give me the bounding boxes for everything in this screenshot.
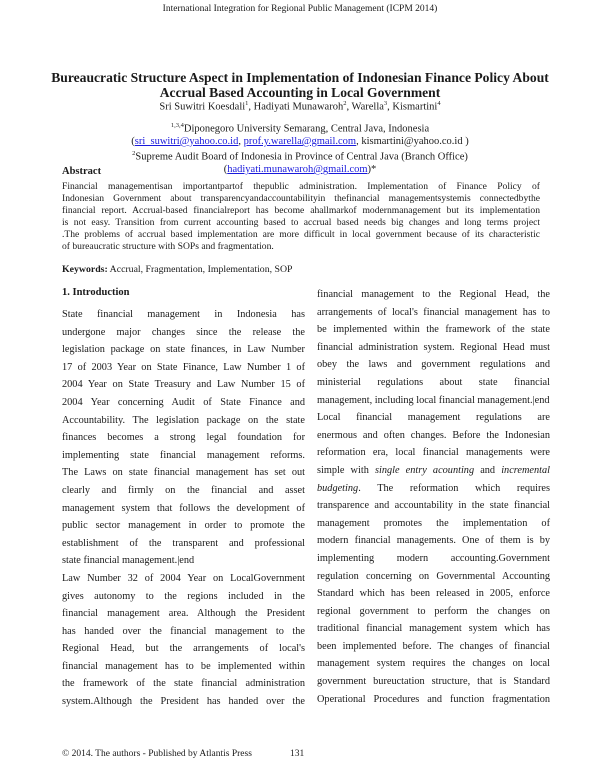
- text-line: Local financial management regulations are: [317, 412, 550, 424]
- author: Hadiyati Munawaroh: [253, 101, 344, 113]
- text-line: financial administration system. Regional Head must: [317, 341, 550, 353]
- text-line: transparence and accountability in the state financial: [317, 500, 550, 512]
- text-line: [317, 480, 550, 498]
- text-line: undergone major changes since the release the: [62, 326, 305, 338]
- italic-term: incremental: [501, 464, 550, 476]
- text-line: reformation era, local financial managements were: [317, 447, 550, 459]
- affiliations: $^{1,3,4}$Diponegoro University Semarang, Central Java, Indonesia (sri_suwitri@yahoo.co.id, prof.y.warella@gmail.com, kismartini@yahoo.co.id ) $^2$Supreme Audit Board of Indonesia in Province of Central Java (Branch Office) (hadiyati.munawaroh@gmail.com)*: [131, 122, 469, 175]
- text-line: of bureaucratic structure with SOPs and fragmentation.: [62, 241, 274, 252]
- keywords-text: Accrual, Fragmentation, Implementation, SOP: [109, 264, 293, 275]
- email-link[interactable]: hadiyati.munawaroh@gmail.com: [227, 163, 368, 175]
- left-column: [62, 306, 305, 711]
- author-sup: 1: [245, 100, 249, 107]
- email: kismartini@yahoo.co.id: [361, 135, 463, 147]
- text-line: establishment of the transparent and professional: [62, 537, 305, 549]
- affiliation: Supreme Audit Board of Indonesia in Province of Central Java (Branch Office): [135, 151, 468, 163]
- abstract-heading: Abstract: [62, 166, 102, 177]
- author: Sri Suwitri Koesdali: [159, 101, 246, 113]
- text-line: gives autonomy to the regions included in the: [62, 590, 305, 602]
- text-line: management, including local financial management.|end: [317, 394, 550, 406]
- text-line: implementing state financial management reforms.: [62, 449, 305, 461]
- text-line: financial management has to be implemented within: [62, 660, 305, 672]
- asterisk: )*: [367, 163, 377, 175]
- text-line: financial management to the Regional Head, the: [317, 289, 550, 300]
- italic-term: single entry acounting: [374, 464, 475, 476]
- text-line: Standard which has been released in 2005, enforce: [317, 588, 550, 600]
- text-line: State financial management in Indonesia has: [62, 309, 305, 320]
- affil-sup: 1,3,4: [170, 122, 184, 129]
- text-line: implementing modern accounting.Government: [317, 552, 550, 564]
- text-line: regional government to perform the changes on: [317, 605, 550, 617]
- right-column: [317, 286, 550, 708]
- text-line: Operational Procedures and function fragmentation: [317, 693, 550, 705]
- text-line: financial management area. Although the President: [62, 608, 305, 620]
- abstract: [62, 181, 540, 253]
- text-segment: and: [474, 464, 502, 476]
- text-line: been implemented before. The changes of financial: [317, 640, 550, 652]
- text-line: The Laws on state financial management has set out: [62, 467, 305, 479]
- affiliation: Diponegoro University Semarang, Central Java, Indonesia: [183, 123, 430, 135]
- text-line: public sector management in order to promote the: [62, 520, 305, 532]
- text-line: financial report. Accrual-based financialreport has become ahallmarkof modernmanagement but its implementation: [62, 205, 540, 216]
- text-line: has handed over the financial management to the: [62, 625, 305, 637]
- text-line: regulation concerning on Governmental Accounting: [317, 570, 550, 582]
- text-line: management promotes the implementation of: [317, 517, 550, 529]
- text-line: [317, 462, 550, 480]
- text-line: the framework of the state financial administration: [62, 678, 305, 690]
- text-line: legislation package on state finances, in Law Number: [62, 344, 305, 356]
- section-heading: 1. Introduction: [62, 287, 130, 298]
- text-line: Regional Head, but the arrangements of local's: [62, 643, 305, 655]
- text-line: ministerial regulations about state financial: [317, 376, 550, 388]
- text-line: be implemented within the framework of the state: [317, 324, 550, 336]
- keywords: [62, 264, 292, 275]
- affil-sup: 2: [132, 150, 136, 158]
- text-line: traditional financial management system which has: [317, 623, 550, 635]
- keywords-label: Keywords:: [62, 264, 108, 275]
- author-sup: 3: [383, 100, 388, 107]
- text-line: finances becomes a strong legal foundation for: [62, 432, 305, 444]
- text-line: 2004 Year on State Treasury and Law Number 15 of: [62, 379, 305, 391]
- italic-term: budgeting: [317, 482, 359, 494]
- author-sup: 4: [437, 100, 441, 107]
- email-link[interactable]: sri_suwitri@yahoo.co.id: [134, 135, 239, 147]
- text-line: .The problems of accrual based implementation are more difficult in local government because of its characteristic: [62, 229, 540, 240]
- author-sup: 2: [343, 100, 347, 107]
- title-line: Accrual Based Accounting in Local Government: [159, 85, 441, 100]
- text-line: Financial managementisan importantpartof thepublic administration. Implementation of Finance Policy of: [62, 181, 540, 192]
- text-line: Accountability. The legislation package on the state: [62, 414, 305, 426]
- text-line: arrangements of local's financial management has to: [317, 306, 550, 318]
- text-line: 2004 Year concerning Audit of State Finance and: [62, 396, 305, 408]
- text-segment: simple with: [317, 464, 375, 476]
- author: Kismartini: [392, 101, 438, 113]
- text-line: state financial management.|end: [62, 555, 195, 567]
- page-number: 131: [290, 749, 305, 759]
- text-line: obey the laws and government regulations and: [317, 359, 550, 371]
- text-line: Law Number 32 of 2004 Year on LocalGovernment: [62, 572, 305, 584]
- text-line: management system requires the changes on local: [317, 658, 550, 670]
- text-line: clearly and firmly on the financial and asset: [62, 484, 305, 496]
- email-link[interactable]: prof.y.warella@gmail.com: [243, 135, 357, 147]
- text-line: modern financial managements. One of them is by: [317, 535, 550, 547]
- author-list: Sri Suwitri Koesdali$^1$, Hadiyati Munawaroh$^2$, Warella$^3$, Kismartini$^4$: [159, 100, 441, 113]
- author: Warella: [351, 101, 384, 113]
- text-line: management system that follows the development of: [62, 502, 305, 514]
- text-segment: . The reformation which requires: [358, 482, 550, 494]
- footer-copyright: © 2014. The authors - Published by Atlantis Press: [62, 749, 252, 759]
- text-line: is not easy. Transition from current accounting based to accrual based needs big changes and long terms project: [62, 217, 540, 228]
- text-line: government bureuctation structure, that is Standard: [317, 676, 550, 688]
- title-line: Bureaucratic Structure Aspect in Implementation of Indonesian Finance Policy About: [51, 70, 549, 85]
- running-head: International Integration for Regional Public Management (ICPM 2014): [162, 4, 438, 14]
- text-line: system.Although the President has handed over the: [62, 696, 305, 708]
- text-line: Indonesian Government about transparencyandaccountabilityin thefinancial managementsystemis connectedbythe: [62, 193, 540, 204]
- paper-title: [0, 70, 600, 100]
- text-line: 17 of 2003 Year on State Finance, Law Number 1 of: [62, 361, 305, 373]
- text-line: enermous and often changes. Before the Indonesian: [317, 429, 550, 441]
